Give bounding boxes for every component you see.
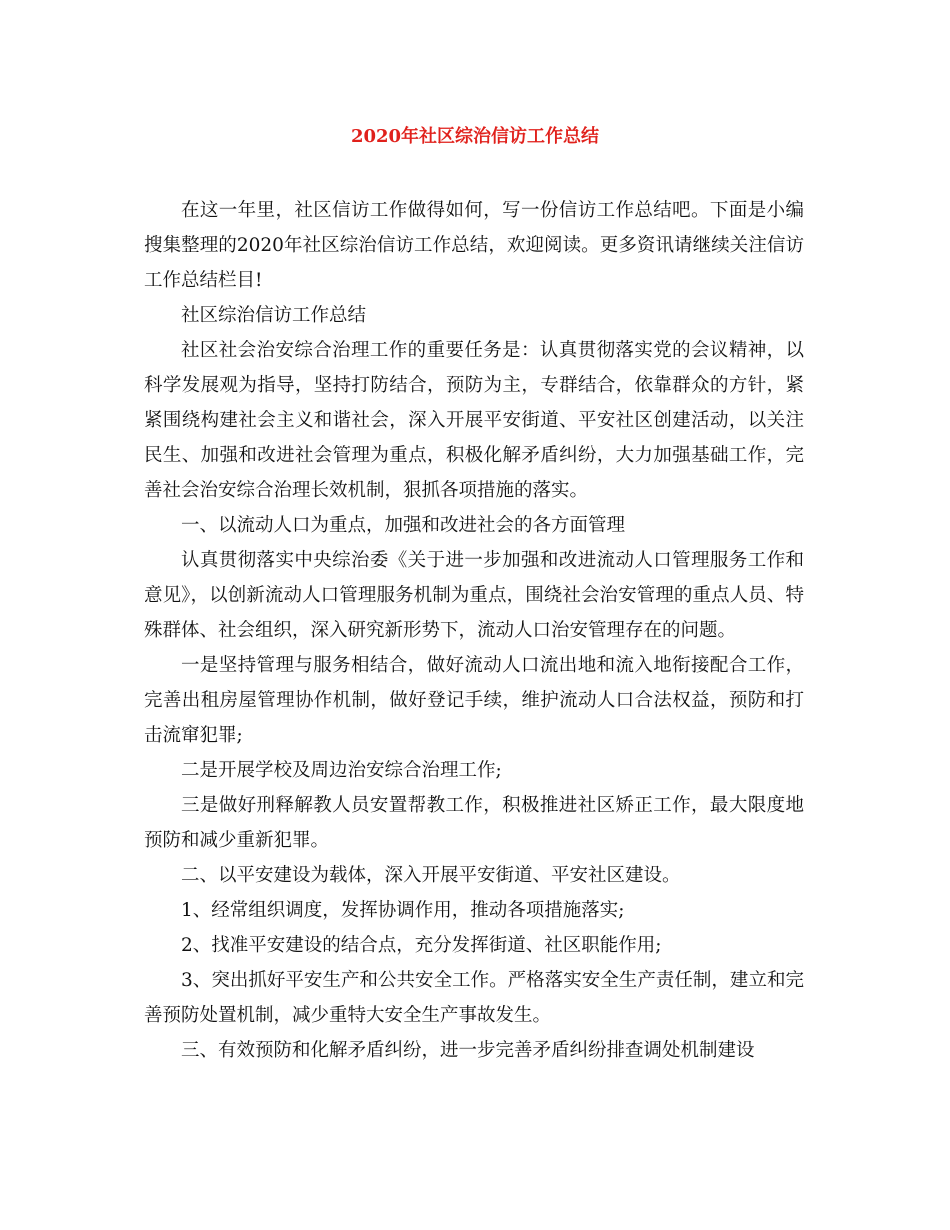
- paragraph: 三是做好刑释解教人员安置帮教工作，积极推进社区矫正工作，最大限度地预防和减少重新犯罪。: [144, 795, 804, 851]
- section-heading-2: 二、以平安建设为载体，深入开展平安街道、平安社区建设。: [181, 865, 681, 886]
- list-item: 3、突出抓好平安生产和公共安全工作。严格落实安全生产责任制，建立和完善预防处置机制，减少重特大安全生产事故发生。: [144, 970, 804, 1026]
- paragraph: 认真贯彻落实中央综治委《关于进一步加强和改进流动人口管理服务工作和意见》，以创新流动人口管理服务机制为重点，围绕社会治安管理的重点人员、特殊群体、社会组织，深入研究新形势下，流动人口治安管理存在的问题。: [144, 550, 804, 641]
- paragraph-intro: 在这一年里，社区信访工作做得如何，写一份信访工作总结吧。下面是小编搜集整理的2020年社区综治信访工作总结，欢迎阅读。更多资讯请继续关注信访工作总结栏目!: [144, 200, 804, 291]
- section-heading-3: 三、有效预防和化解矛盾纠纷，进一步完善矛盾纠纷排查调处机制建设: [181, 1040, 755, 1061]
- paragraph: 二是开展学校及周边治安综合治理工作;: [181, 760, 502, 781]
- paragraph-subtitle: 社区综治信访工作总结: [181, 305, 367, 326]
- section-heading-1: 一、以流动人口为重点，加强和改进社会的各方面管理: [181, 515, 626, 536]
- document-title: 2020年社区综治信访工作总结: [350, 126, 600, 147]
- paragraph-overview: 社区社会治安综合治理工作的重要任务是：认真贯彻落实党的会议精神，以科学发展观为指导，坚持打防结合，预防为主，专群结合，依靠群众的方针，紧紧围绕构建社会主义和谐社会，深入开展平安街道、平安社区创建活动，以关注民生、加强和改进社会管理为重点，积极化解矛盾纠纷，大力加强基础工作，完善社会治安综合治理长效机制，狠抓各项措施的落实。: [144, 340, 804, 501]
- list-item: 2、找准平安建设的结合点，充分发挥街道、社区职能作用;: [181, 935, 662, 956]
- document-body: [144, 193, 804, 1068]
- list-item: 1、经常组织调度，发挥协调作用，推动各项措施落实;: [181, 900, 625, 921]
- paragraph: 一是坚持管理与服务相结合，做好流动人口流出地和流入地衔接配合工作，完善出租房屋管理协作机制，做好登记手续，维护流动人口合法权益，预防和打击流窜犯罪;: [144, 655, 804, 746]
